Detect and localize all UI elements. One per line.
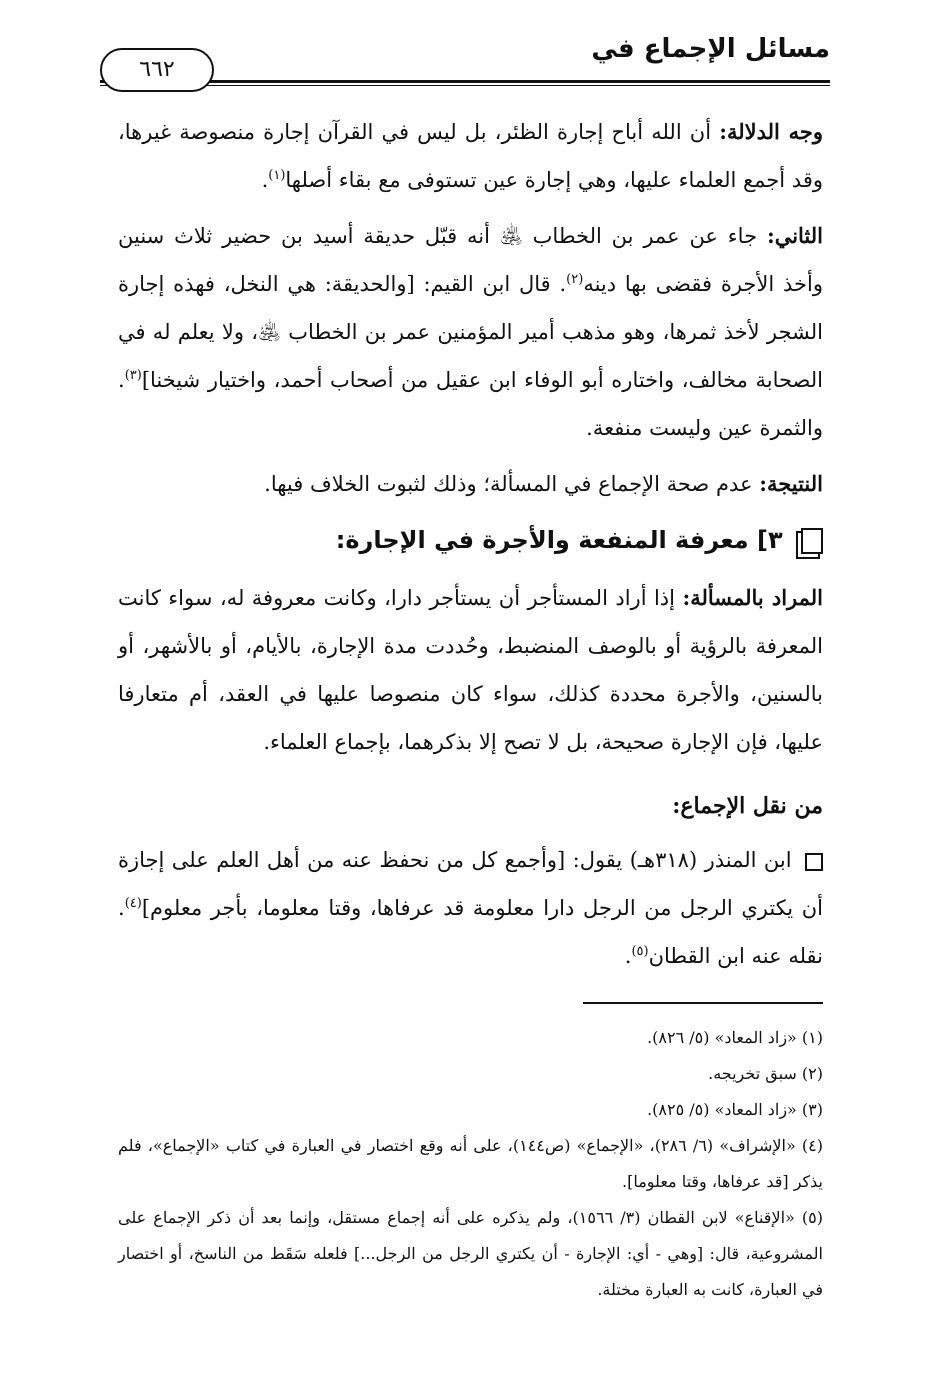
section-heading bbox=[118, 516, 823, 564]
paragraph-meaning bbox=[118, 574, 823, 766]
running-header bbox=[100, 28, 830, 88]
footnote: (٥) «الإقناع» لابن القطان (٣/ ١٥٦٦)، ولم يذكره على أنه إجماع مستقل، وإنما بعد أن ذكر الإجماع على المشروعية، قال: [وهي - أي: الإجارة - أن يكتري الرجل من الرجل...] فلعله سَقَط من الناسخ، أو اختصار في العبارة، كانت به العبارة مختلة. bbox=[118, 1208, 824, 1299]
term-label: المراد بالمسألة: bbox=[682, 585, 824, 610]
square-bullet-icon bbox=[805, 853, 823, 871]
paragraph-text: أن الله أباح إجارة الظئر، بل ليس في القرآن إجارة منصوصة غيرها، وقد أجمع العلماء عليها، وهي إجارة عين تستوفى مع بقاء أصلها bbox=[118, 120, 823, 192]
footnote-ref: (٣) bbox=[124, 368, 142, 383]
term-label: النتيجة: bbox=[759, 471, 823, 496]
footnote: (٤) «الإشراف» (٦/ ٢٨٦)، «الإجماع» (ص١٤٤)، على أنه وقع اختصار في العبارة في كتاب «الإجماع»، فلم يذكر [قد عرفاها، وقتا معلوما]. bbox=[118, 1136, 824, 1191]
paragraph-text: . قال ابن القيم: [والحديقة: هي النخل، فهذه إجارة الشجر لأخذ ثمرها، وهو مذهب أمير المؤمنين عمر بن الخطاب ﵁، ولا يعلم له في الصحابة مخالف، واختاره أبو الوفاء ابن عقيل من أصحاب أحمد، واختيار شيخنا] bbox=[118, 272, 823, 392]
paragraph-text: عدم صحة الإجماع في المسألة؛ وذلك لثبوت الخلاف فيها. bbox=[264, 472, 753, 496]
running-title: مسائل الإجماع في bbox=[591, 34, 830, 64]
footnotes bbox=[118, 1020, 823, 1308]
subheading: من نقل الإجماع: bbox=[672, 793, 823, 819]
footnote: (٢) سبق تخريجه. bbox=[708, 1064, 823, 1083]
paragraph-evidence bbox=[118, 108, 823, 204]
paragraph-quote bbox=[118, 836, 823, 980]
footnote-ref: (٢) bbox=[566, 272, 584, 287]
section-heading-text: ٣] معرفة المنفعة والأجرة في الإجارة: bbox=[335, 526, 783, 554]
paragraph-text: . bbox=[624, 944, 632, 968]
paragraph-text: إذا أراد المستأجر أن يستأجر دارا، وكانت معروفة له، سواء كانت المعرفة بالرؤية أو بالوصف المنضبط، وحُددت مدة الإجارة، بالأيام، أو بالأشهر، أو بالسنين، والأجرة محددة كذلك، سواء كان منصوصا عليها في العقد، أم متعارفا عليها، فإن الإجارة صحيحة، بل لا تصح إلا بذكرهما، بإجماع العلماء. bbox=[118, 586, 823, 754]
book-icon bbox=[801, 528, 823, 554]
footnote: (١) «زاد المعاد» (٥/ ٨٢٦). bbox=[647, 1028, 823, 1047]
term-label: الثاني: bbox=[766, 223, 824, 248]
footnote: (٣) «زاد المعاد» (٥/ ٨٢٥). bbox=[647, 1100, 823, 1119]
paragraph-text: . نقله عنه ابن القطان bbox=[118, 896, 823, 968]
paragraph-second bbox=[118, 212, 823, 452]
paragraph-text: . والثمرة عين وليست منفعة. bbox=[118, 368, 823, 440]
term-label: وجه الدلالة: bbox=[719, 119, 823, 144]
footnote-ref: (٤) bbox=[124, 896, 142, 911]
paragraph-text: ابن المنذر (٣١٨هـ) يقول: [وأجمع كل من نحفظ عنه من أهل العلم على إجازة أن يكتري الرجل من الرجل دارا معلومة قد عرفاها، وقتا معلوما، بأجر معلوم] bbox=[118, 848, 823, 920]
footnote-ref: (١) bbox=[268, 168, 286, 183]
main-text bbox=[118, 108, 823, 988]
paragraph-text: جاء عن عمر بن الخطاب ﵁ أنه قبّل حديقة أسيد بن حضير ثلاث سنين وأخذ الأجرة فقضى بها دينه bbox=[118, 224, 823, 296]
header-rule-thin bbox=[100, 85, 830, 86]
footnote-ref: (٥) bbox=[631, 944, 649, 959]
footnote-divider bbox=[583, 1002, 823, 1004]
page-number: ٦٦٢ bbox=[100, 48, 214, 92]
paragraph-result bbox=[118, 460, 823, 508]
paragraph-text: . bbox=[261, 168, 269, 192]
